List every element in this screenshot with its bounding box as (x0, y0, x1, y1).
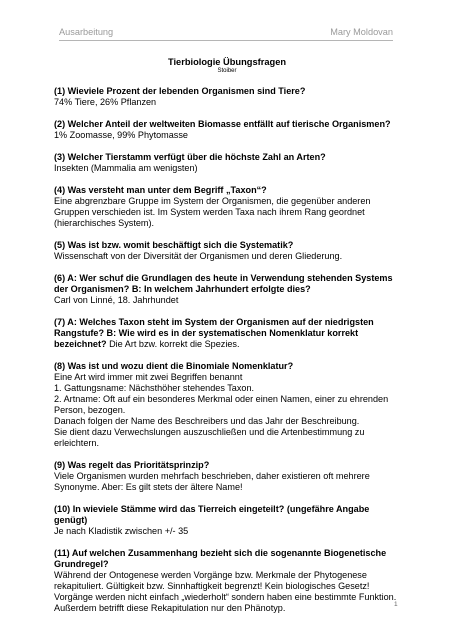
question-block-6 (54, 273, 400, 306)
header-rule (59, 40, 393, 41)
question-text: (2) Welcher Anteil der weltweiten Biomasse entfällt auf tierische Organismen? (54, 119, 391, 129)
question-block-5 (54, 240, 400, 262)
question-with-inline-answer (54, 317, 400, 350)
question-block-1 (54, 86, 400, 108)
answer-text: Viele Organismen wurden mehrfach beschrieben, daher existieren oft mehrere Synonyme. Aber: Es gilt stets der ältere Name! (54, 471, 370, 492)
header-left: Ausarbeitung (59, 27, 114, 37)
question-text: (7) A: Welches Taxon steht im System der Organismen auf der niedrigsten Rangstufe? B: Wie wird es in der systematischen Nomenklatur korrekt bezeichnet? (54, 317, 374, 349)
answer-text: Eine abgrenzbare Gruppe im System der Organismen, die gegenüber anderen Gruppen verschieden ist. Im System werden Taxa nach ihrem Rang geordnet (hierarchisches System). (54, 196, 371, 228)
question-block-9 (54, 460, 400, 493)
question-text: (6) A: Wer schuf die Grundlagen des heute in Verwendung stehenden Systems der Organismen? B: In welchem Jahrhundert erfolgte dies? (54, 273, 393, 294)
question-text: (4) Was versteht man unter dem Begriff „Taxon“? (54, 185, 267, 195)
question-block-10 (54, 504, 400, 537)
document-title: Tierbiologie Übungsfragen (167, 57, 287, 67)
question-text: (1) Wieviele Prozent der lebenden Organismen sind Tiere? (54, 86, 306, 96)
header-right: Mary Moldovan (330, 27, 393, 37)
question-text: (3) Welcher Tierstamm verfügt über die höchste Zahl an Arten? (54, 152, 326, 162)
question-block-3 (54, 152, 400, 174)
answer-text: Eine Art wird immer mit zwei Begriffen benannt 1. Gattungsname: Nächsthöher stehendes Taxon. 2. Artname: Oft auf ein besonderes Merkmal oder einen Namen, einer zu ehrenden Person, bezogen. Danach folgen der Name des Beschreibers und das Jahr der Beschreibung. Sie dient dazu Verwechslungen auszuschließen und die Artenbestimmung zu erleichtern. (54, 372, 389, 448)
question-block-4 (54, 185, 400, 229)
question-block-8 (54, 361, 400, 449)
answer-text: Wissenschaft von der Diversität der Organismen und deren Gliederung. (54, 251, 343, 261)
question-block-2 (54, 119, 400, 141)
question-text: (11) Auf welchen Zusammenhang bezieht sich die sogenannte Biogenetische Grundregel? (54, 548, 387, 569)
answer-text: Die Art bzw. korrekt die Spezies. (106, 339, 240, 349)
question-text: (9) Was regelt das Prioritätsprinzip? (54, 460, 210, 470)
answer-text: Während der Ontogenese werden Vorgänge bzw. Merkmale der Phytogenese rekapituliert. Gültigkeit bzw. Sinnhaftigkeit begrenzt! Kein biologisches Gesetz! Vorgänge werden nicht einfach „wiederholt“ sondern haben eine bestimmte Funktion. Außerdem betrifft diese Rekapitulation nur den Phänotyp. (54, 570, 397, 613)
question-text: (10) In wieviele Stämme wird das Tierreich eingeteilt? (ungefähre Angabe genügt) (54, 504, 370, 525)
question-text: (5) Was ist bzw. womit beschäftigt sich die Systematik? (54, 240, 294, 250)
answer-text: Je nach Kladistik zwischen +/- 35 (54, 526, 189, 536)
page-number: 1 (394, 601, 398, 608)
answer-text: 74% Tiere, 26% Pflanzen (54, 97, 157, 107)
answer-text: Carl von Linné, 18. Jahrhundet (54, 295, 179, 305)
answer-text: 1% Zoomasse, 99% Phytomasse (54, 130, 188, 140)
question-block-7 (54, 317, 400, 350)
answer-text: Insekten (Mammalia am wenigsten) (54, 163, 198, 173)
question-text: (8) Was ist und wozu dient die Binomiale Nomenklatur? (54, 361, 294, 371)
document-subtitle: Stoiber (217, 68, 237, 74)
document-body (54, 57, 400, 625)
question-block-11 (54, 548, 400, 614)
